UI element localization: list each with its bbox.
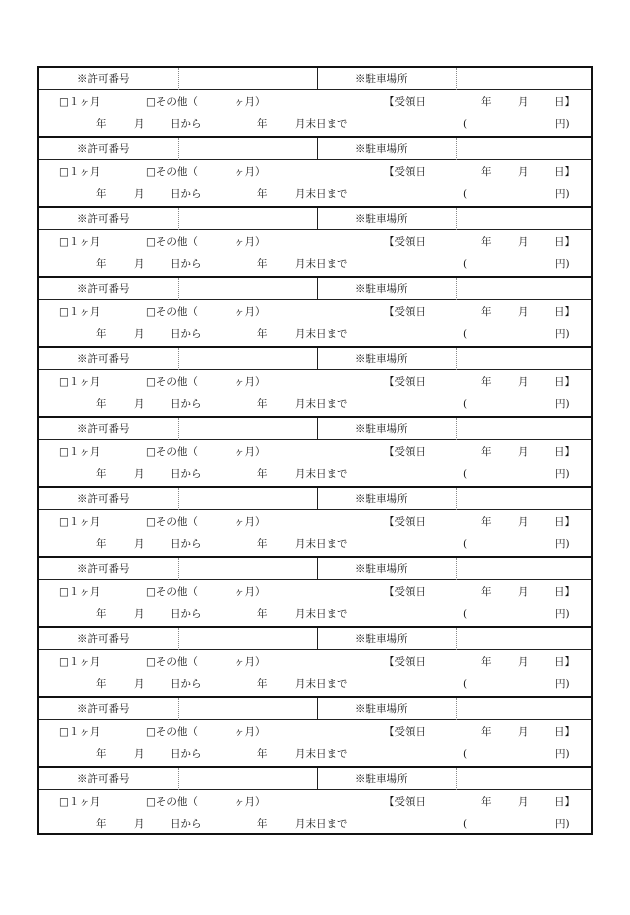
- start-year-label: 年: [96, 398, 107, 410]
- start-day-label: 日から: [170, 678, 202, 690]
- receipt-date-label: 【受領日: [384, 796, 426, 808]
- other-checkbox[interactable]: □その他（: [146, 236, 198, 248]
- months-label: ヶ月）: [234, 96, 266, 108]
- receipt-day-label: 日】: [554, 586, 575, 598]
- parking-lot-label: ※駐車場所: [355, 703, 408, 715]
- fee-open-paren: (: [463, 608, 468, 620]
- start-month-label: 月: [134, 258, 145, 270]
- end-year-label: 年: [257, 188, 268, 200]
- months-label: ヶ月）: [234, 236, 266, 248]
- parking-lot-label: ※駐車場所: [355, 283, 408, 295]
- fee-open-paren: (: [463, 468, 468, 480]
- permit-number-field[interactable]: [178, 68, 179, 90]
- months-label: ヶ月）: [234, 586, 266, 598]
- receipt-day-label: 日】: [554, 796, 575, 808]
- receipt-date-label: 【受領日: [384, 586, 426, 598]
- fee-open-paren: (: [463, 118, 468, 130]
- permit-number-label: ※許可番号: [77, 633, 130, 645]
- receipt-year-label: 年: [481, 796, 492, 808]
- fee-open-paren: (: [463, 678, 468, 690]
- permit-number-field[interactable]: [178, 628, 179, 650]
- start-year-label: 年: [96, 258, 107, 270]
- months-label: ヶ月）: [234, 656, 266, 668]
- other-checkbox[interactable]: □その他（: [146, 796, 198, 808]
- start-year-label: 年: [96, 678, 107, 690]
- start-month-label: 月: [134, 468, 145, 480]
- receipt-month-label: 月: [518, 446, 529, 458]
- fee-open-paren: (: [463, 398, 468, 410]
- parking-lot-label: ※駐車場所: [355, 493, 408, 505]
- fee-yen-label: 円): [555, 608, 570, 620]
- receipt-year-label: 年: [481, 96, 492, 108]
- header-divider: [317, 348, 318, 370]
- receipt-month-label: 月: [518, 376, 529, 388]
- header-divider: [317, 768, 318, 790]
- other-checkbox[interactable]: □その他（: [146, 376, 198, 388]
- permit-header-row: [39, 138, 591, 160]
- permit-entry: [39, 418, 591, 488]
- end-year-label: 年: [257, 328, 268, 340]
- header-divider: [317, 138, 318, 160]
- receipt-year-label: 年: [481, 726, 492, 738]
- permit-number-field[interactable]: [178, 698, 179, 720]
- permit-entry: [39, 488, 591, 558]
- permit-header-row: [39, 418, 591, 440]
- receipt-year-label: 年: [481, 446, 492, 458]
- receipt-month-label: 月: [518, 586, 529, 598]
- start-day-label: 日から: [170, 538, 202, 550]
- fee-yen-label: 円): [555, 678, 570, 690]
- permit-form: [37, 66, 593, 835]
- end-year-label: 年: [257, 818, 268, 830]
- parking-lot-field[interactable]: [456, 698, 457, 720]
- parking-lot-label: ※駐車場所: [355, 143, 408, 155]
- other-checkbox[interactable]: □その他（: [146, 446, 198, 458]
- permit-entry: [39, 208, 591, 278]
- receipt-day-label: 日】: [554, 166, 575, 178]
- receipt-date-label: 【受領日: [384, 446, 426, 458]
- receipt-date-label: 【受領日: [384, 306, 426, 318]
- permit-number-label: ※許可番号: [77, 563, 130, 575]
- end-month-label: 月末日まで: [295, 608, 348, 620]
- end-month-label: 月末日まで: [295, 818, 348, 830]
- fee-yen-label: 円): [555, 258, 570, 270]
- start-day-label: 日から: [170, 258, 202, 270]
- header-divider: [317, 278, 318, 300]
- receipt-date-label: 【受領日: [384, 166, 426, 178]
- start-month-label: 月: [134, 818, 145, 830]
- start-month-label: 月: [134, 678, 145, 690]
- header-divider: [317, 68, 318, 90]
- start-year-label: 年: [96, 818, 107, 830]
- end-year-label: 年: [257, 678, 268, 690]
- header-divider: [317, 488, 318, 510]
- start-year-label: 年: [96, 608, 107, 620]
- other-checkbox[interactable]: □その他（: [146, 586, 198, 598]
- other-checkbox[interactable]: □その他（: [146, 306, 198, 318]
- other-checkbox[interactable]: □その他（: [146, 166, 198, 178]
- receipt-date-label: 【受領日: [384, 376, 426, 388]
- months-label: ヶ月）: [234, 306, 266, 318]
- receipt-day-label: 日】: [554, 96, 575, 108]
- months-label: ヶ月）: [234, 376, 266, 388]
- start-year-label: 年: [96, 188, 107, 200]
- start-day-label: 日から: [170, 118, 202, 130]
- receipt-date-label: 【受領日: [384, 726, 426, 738]
- end-month-label: 月末日まで: [295, 188, 348, 200]
- fee-open-paren: (: [463, 538, 468, 550]
- permit-entry: [39, 138, 591, 208]
- months-label: ヶ月）: [234, 516, 266, 528]
- other-checkbox[interactable]: □その他（: [146, 726, 198, 738]
- fee-yen-label: 円): [555, 188, 570, 200]
- receipt-year-label: 年: [481, 306, 492, 318]
- permit-number-label: ※許可番号: [77, 353, 130, 365]
- end-year-label: 年: [257, 748, 268, 760]
- end-month-label: 月末日まで: [295, 538, 348, 550]
- start-day-label: 日から: [170, 468, 202, 480]
- start-day-label: 日から: [170, 398, 202, 410]
- months-label: ヶ月）: [234, 446, 266, 458]
- start-day-label: 日から: [170, 608, 202, 620]
- permit-header-row: [39, 698, 591, 720]
- start-year-label: 年: [96, 538, 107, 550]
- permit-number-label: ※許可番号: [77, 703, 130, 715]
- permit-header-row: [39, 768, 591, 790]
- parking-lot-label: ※駐車場所: [355, 353, 408, 365]
- receipt-day-label: 日】: [554, 446, 575, 458]
- start-month-label: 月: [134, 748, 145, 760]
- one-month-checkbox[interactable]: □１ヶ月: [59, 656, 101, 668]
- start-month-label: 月: [134, 538, 145, 550]
- parking-lot-field[interactable]: [456, 558, 457, 580]
- permit-entry: [39, 348, 591, 418]
- permit-entry: [39, 558, 591, 628]
- start-year-label: 年: [96, 748, 107, 760]
- permit-number-field[interactable]: [178, 138, 179, 160]
- receipt-date-label: 【受領日: [384, 516, 426, 528]
- permit-header-row: [39, 348, 591, 370]
- fee-yen-label: 円): [555, 748, 570, 760]
- months-label: ヶ月）: [234, 726, 266, 738]
- permit-number-label: ※許可番号: [77, 423, 130, 435]
- header-divider: [317, 208, 318, 230]
- start-day-label: 日から: [170, 328, 202, 340]
- parking-lot-label: ※駐車場所: [355, 563, 408, 575]
- receipt-day-label: 日】: [554, 376, 575, 388]
- start-year-label: 年: [96, 328, 107, 340]
- fee-yen-label: 円): [555, 818, 570, 830]
- end-month-label: 月末日まで: [295, 328, 348, 340]
- receipt-year-label: 年: [481, 236, 492, 248]
- permit-number-label: ※許可番号: [77, 283, 130, 295]
- start-month-label: 月: [134, 118, 145, 130]
- one-month-checkbox[interactable]: □１ヶ月: [59, 726, 101, 738]
- one-month-checkbox[interactable]: □１ヶ月: [59, 516, 101, 528]
- end-month-label: 月末日まで: [295, 678, 348, 690]
- receipt-year-label: 年: [481, 166, 492, 178]
- parking-lot-field[interactable]: [456, 208, 457, 230]
- start-month-label: 月: [134, 188, 145, 200]
- start-year-label: 年: [96, 118, 107, 130]
- fee-yen-label: 円): [555, 538, 570, 550]
- permit-number-field[interactable]: [178, 558, 179, 580]
- parking-lot-field[interactable]: [456, 418, 457, 440]
- one-month-checkbox[interactable]: □１ヶ月: [59, 376, 101, 388]
- permit-entry: [39, 628, 591, 698]
- receipt-month-label: 月: [518, 796, 529, 808]
- parking-lot-field[interactable]: [456, 278, 457, 300]
- permit-entry: [39, 768, 591, 838]
- one-month-checkbox[interactable]: □１ヶ月: [59, 446, 101, 458]
- permit-number-label: ※許可番号: [77, 213, 130, 225]
- parking-lot-label: ※駐車場所: [355, 773, 408, 785]
- one-month-checkbox[interactable]: □１ヶ月: [59, 306, 101, 318]
- fee-yen-label: 円): [555, 118, 570, 130]
- start-month-label: 月: [134, 398, 145, 410]
- permit-number-field[interactable]: [178, 208, 179, 230]
- permit-number-field[interactable]: [178, 768, 179, 790]
- permit-header-row: [39, 68, 591, 90]
- end-month-label: 月末日まで: [295, 748, 348, 760]
- fee-open-paren: (: [463, 258, 468, 270]
- parking-lot-field[interactable]: [456, 68, 457, 90]
- receipt-month-label: 月: [518, 236, 529, 248]
- fee-open-paren: (: [463, 328, 468, 340]
- end-year-label: 年: [257, 258, 268, 270]
- receipt-day-label: 日】: [554, 516, 575, 528]
- receipt-day-label: 日】: [554, 726, 575, 738]
- parking-lot-label: ※駐車場所: [355, 423, 408, 435]
- end-year-label: 年: [257, 118, 268, 130]
- parking-lot-field[interactable]: [456, 348, 457, 370]
- parking-lot-label: ※駐車場所: [355, 633, 408, 645]
- start-day-label: 日から: [170, 188, 202, 200]
- one-month-checkbox[interactable]: □１ヶ月: [59, 796, 101, 808]
- receipt-month-label: 月: [518, 656, 529, 668]
- other-checkbox[interactable]: □その他（: [146, 516, 198, 528]
- receipt-date-label: 【受領日: [384, 96, 426, 108]
- fee-open-paren: (: [463, 748, 468, 760]
- receipt-year-label: 年: [481, 376, 492, 388]
- permit-number-field[interactable]: [178, 278, 179, 300]
- permit-header-row: [39, 278, 591, 300]
- end-month-label: 月末日まで: [295, 258, 348, 270]
- header-divider: [317, 418, 318, 440]
- start-day-label: 日から: [170, 748, 202, 760]
- parking-lot-field[interactable]: [456, 628, 457, 650]
- receipt-day-label: 日】: [554, 306, 575, 318]
- permit-entry: [39, 278, 591, 348]
- permit-entry: [39, 698, 591, 768]
- months-label: ヶ月）: [234, 166, 266, 178]
- parking-lot-field[interactable]: [456, 488, 457, 510]
- one-month-checkbox[interactable]: □１ヶ月: [59, 236, 101, 248]
- permit-header-row: [39, 628, 591, 650]
- fee-open-paren: (: [463, 818, 468, 830]
- start-month-label: 月: [134, 608, 145, 620]
- permit-number-label: ※許可番号: [77, 143, 130, 155]
- receipt-year-label: 年: [481, 656, 492, 668]
- start-year-label: 年: [96, 468, 107, 480]
- end-month-label: 月末日まで: [295, 118, 348, 130]
- receipt-month-label: 月: [518, 96, 529, 108]
- fee-yen-label: 円): [555, 328, 570, 340]
- fee-yen-label: 円): [555, 398, 570, 410]
- receipt-year-label: 年: [481, 516, 492, 528]
- permit-header-row: [39, 208, 591, 230]
- start-day-label: 日から: [170, 818, 202, 830]
- months-label: ヶ月）: [234, 796, 266, 808]
- receipt-month-label: 月: [518, 166, 529, 178]
- receipt-month-label: 月: [518, 726, 529, 738]
- other-checkbox[interactable]: □その他（: [146, 96, 198, 108]
- permit-header-row: [39, 488, 591, 510]
- end-month-label: 月末日まで: [295, 398, 348, 410]
- permit-number-label: ※許可番号: [77, 73, 130, 85]
- other-checkbox[interactable]: □その他（: [146, 656, 198, 668]
- permit-entry: [39, 68, 591, 138]
- end-month-label: 月末日まで: [295, 468, 348, 480]
- one-month-checkbox[interactable]: □１ヶ月: [59, 166, 101, 178]
- start-month-label: 月: [134, 328, 145, 340]
- permit-number-field[interactable]: [178, 348, 179, 370]
- permit-number-label: ※許可番号: [77, 773, 130, 785]
- one-month-checkbox[interactable]: □１ヶ月: [59, 586, 101, 598]
- parking-lot-field[interactable]: [456, 768, 457, 790]
- parking-lot-field[interactable]: [456, 138, 457, 160]
- parking-lot-label: ※駐車場所: [355, 213, 408, 225]
- end-year-label: 年: [257, 468, 268, 480]
- receipt-month-label: 月: [518, 516, 529, 528]
- receipt-day-label: 日】: [554, 236, 575, 248]
- end-year-label: 年: [257, 608, 268, 620]
- header-divider: [317, 628, 318, 650]
- permit-number-field[interactable]: [178, 418, 179, 440]
- header-divider: [317, 698, 318, 720]
- fee-open-paren: (: [463, 188, 468, 200]
- one-month-checkbox[interactable]: □１ヶ月: [59, 96, 101, 108]
- permit-number-label: ※許可番号: [77, 493, 130, 505]
- parking-lot-label: ※駐車場所: [355, 73, 408, 85]
- end-year-label: 年: [257, 538, 268, 550]
- receipt-year-label: 年: [481, 586, 492, 598]
- receipt-date-label: 【受領日: [384, 656, 426, 668]
- receipt-day-label: 日】: [554, 656, 575, 668]
- fee-yen-label: 円): [555, 468, 570, 480]
- end-year-label: 年: [257, 398, 268, 410]
- permit-header-row: [39, 558, 591, 580]
- permit-number-field[interactable]: [178, 488, 179, 510]
- receipt-month-label: 月: [518, 306, 529, 318]
- header-divider: [317, 558, 318, 580]
- receipt-date-label: 【受領日: [384, 236, 426, 248]
